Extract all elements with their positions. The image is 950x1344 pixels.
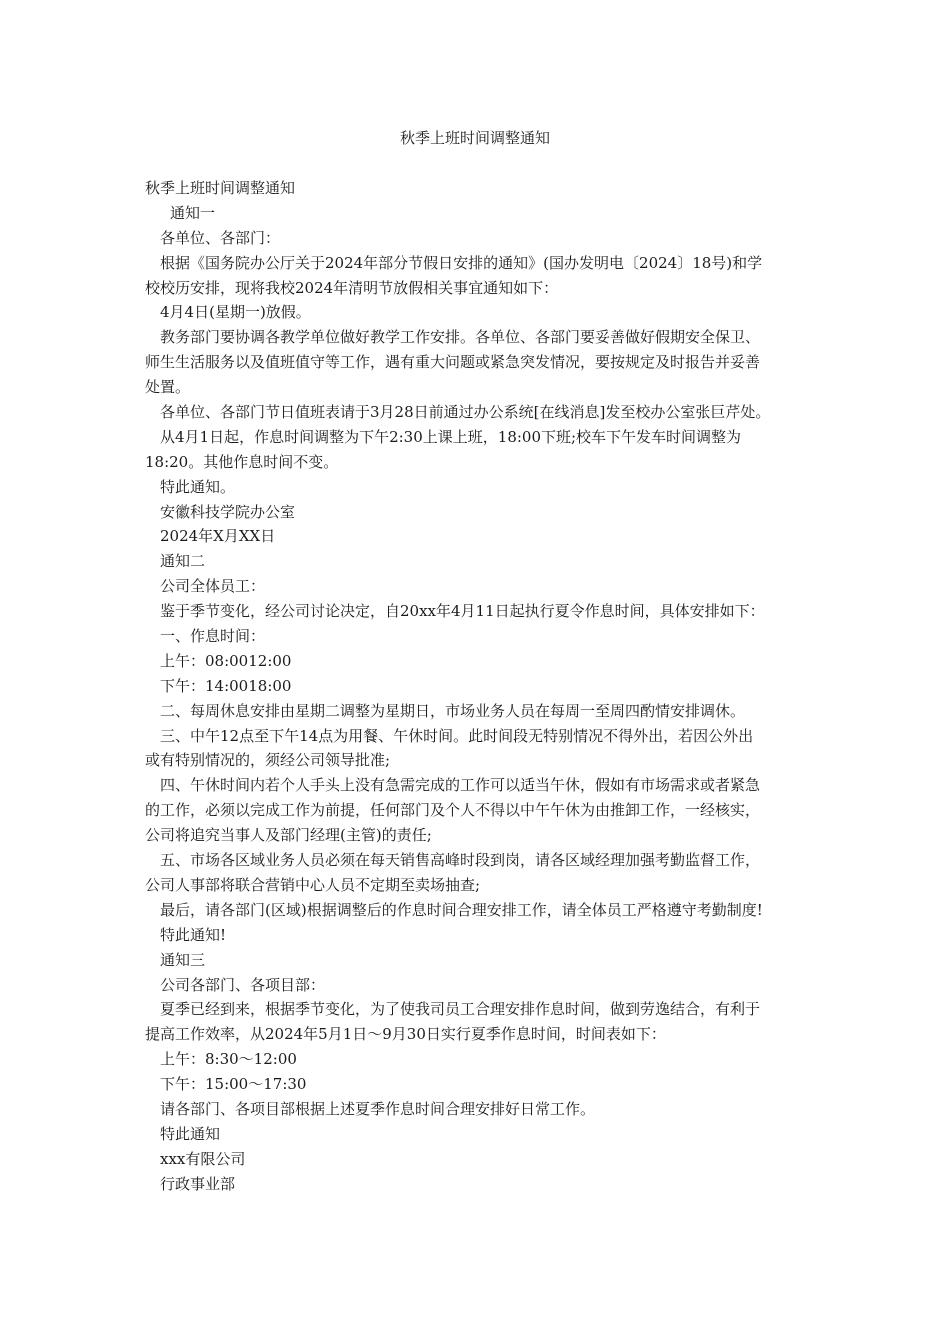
- signature-org: xxx有限公司: [160, 1149, 246, 1168]
- notice-1-label: 通知一: [170, 203, 216, 222]
- paragraph-line: 鉴于季节变化，经公司讨论决定，自20xx年4月11日起执行夏令作息时间，具体安排如下：: [160, 602, 765, 621]
- document-title: 秋季上班时间调整通知: [399, 129, 550, 147]
- paragraph-line: 各单位、各部门：: [160, 228, 281, 247]
- paragraph-line: 公司人事部将联合营销中心人员不定期至卖场抽查;: [145, 875, 481, 894]
- paragraph-line: 18:20。其他作息时间不变。: [145, 452, 339, 471]
- schedule-line: 下午：15:00～17:30: [160, 1075, 307, 1094]
- paragraph-line: 提高工作效率，从2024年5月1日～9月30日实行夏季作息时间，时间表如下：: [145, 1025, 666, 1044]
- paragraph-line: 4月4日(星期一)放假。: [160, 303, 311, 322]
- paragraph-line: 特此通知!: [160, 925, 227, 944]
- signature-dept: 行政事业部: [160, 1174, 236, 1193]
- paragraph-line: 教务部门要协调各教学单位做好教学工作安排。各单位、各部门要妥善做好假期安全保卫、: [160, 328, 761, 347]
- schedule-line: 上午：8:30～12:00: [160, 1050, 297, 1069]
- paragraph-line: 特此通知。: [160, 477, 236, 496]
- notice-2-label: 通知二: [160, 552, 206, 571]
- paragraph-line: 请各部门、各项目部根据上述夏季作息时间合理安排好日常工作。: [160, 1099, 596, 1118]
- paragraph-line: 最后，请各部门(区域)根据调整后的作息时间合理安排工作，请全体员工严格遵守考勤制度!: [160, 900, 763, 919]
- paragraph-line: 根据《国务院办公厅关于2024年部分节假日安排的通知》(国办发明电〔2024〕18号)和学: [160, 253, 763, 272]
- paragraph-line: 从4月1日起，作息时间调整为下午2:30上课上班，18:00下班;校车下午发车时间调整为: [160, 427, 742, 446]
- paragraph-line: 特此通知: [160, 1124, 221, 1143]
- document-body: [145, 176, 825, 1197]
- paragraph-line: 校校历安排，现将我校2024年清明节放假相关事宜通知如下：: [145, 278, 559, 297]
- schedule-line: 上午：08:0012:00: [160, 651, 292, 670]
- paragraph-line: 公司将追究当事人及部门经理(主管)的责任;: [145, 826, 432, 845]
- paragraph-line: 三、中午12点至下午14点为用餐、午休时间。此时间段无特别情况不得外出，若因公外出: [160, 726, 754, 745]
- paragraph-line: 四、午休时间内若个人手头上没有急需完成的工作可以适当午休，假如有市场需求或者紧急: [160, 776, 761, 795]
- paragraph-line: 夏季已经到来，根据季节变化，为了使我司员工合理安排作息时间，做到劳逸结合，有利于: [160, 1000, 761, 1019]
- schedule-line: 下午：14:0018:00: [160, 676, 292, 695]
- paragraph-line: 或有特别情况的，须经公司领导批准;: [145, 751, 391, 770]
- paragraph-line: 师生生活服务以及值班值守等工作，遇有重大问题或紧急突发情况，要按规定及时报告并妥善: [145, 353, 761, 372]
- paragraph-line: 公司各部门、各项目部：: [160, 975, 326, 994]
- body-heading: 秋季上班时间调整通知: [145, 179, 296, 197]
- signature-org: 安徽科技学院办公室: [160, 502, 296, 521]
- paragraph-line: 的工作，必须以完成工作为前提，任何部门及个人不得以中午午休为由推卸工作，一经核实，: [145, 801, 761, 820]
- paragraph-line: 二、每周休息安排由星期二调整为星期日，市场业务人员在每周一至周四酌情安排调休。: [160, 701, 746, 720]
- paragraph-line: 公司全体员工：: [160, 577, 266, 596]
- notice-3-label: 通知三: [160, 950, 206, 969]
- signature-date: 2024年X月XX日: [160, 527, 276, 546]
- paragraph-line: 一、作息时间：: [160, 627, 266, 646]
- paragraph-line: 处置。: [145, 378, 191, 397]
- paragraph-line: 五、市场各区域业务人员必须在每天销售高峰时段到岗，请各区域经理加强考勤监督工作，: [160, 851, 761, 870]
- paragraph-line: 各单位、各部门节日值班表请于3月28日前通过办公系统[在线消息]发至校办公室张巨芹处。: [160, 403, 771, 422]
